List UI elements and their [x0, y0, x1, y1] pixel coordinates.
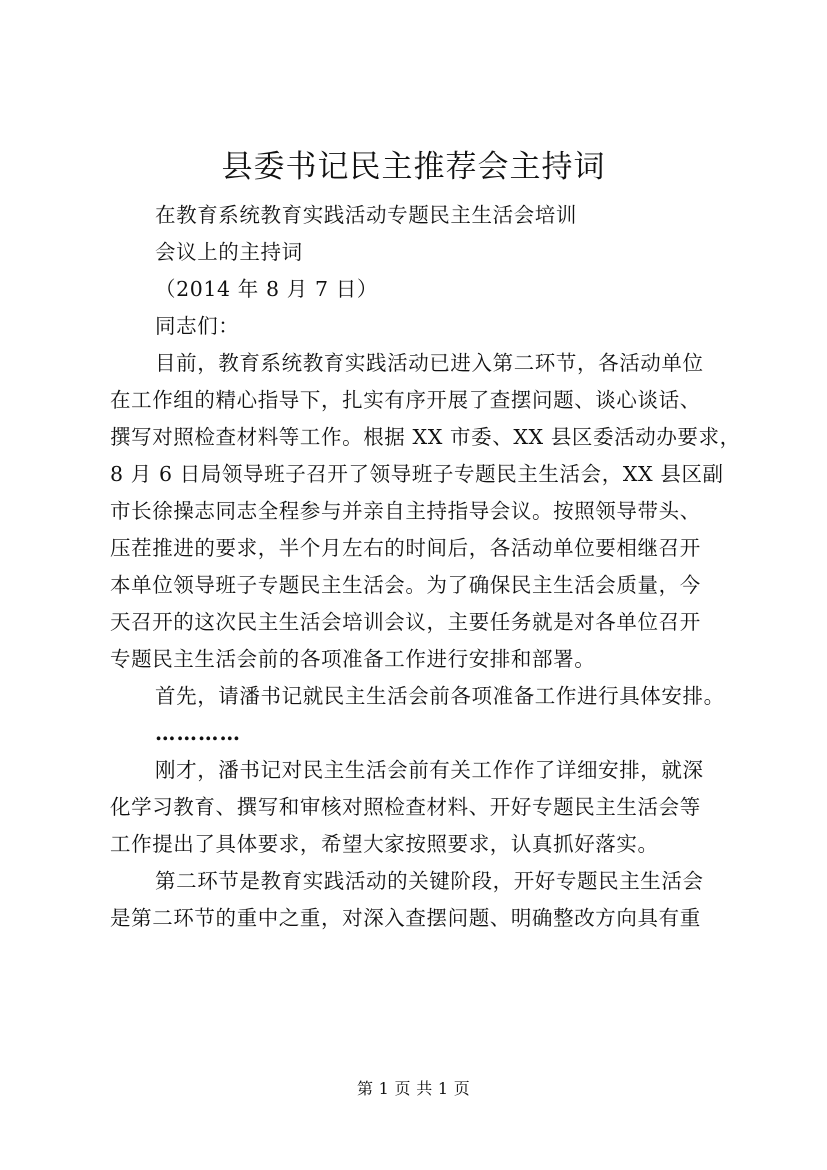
text-line: 8 月 6 日局领导班子召开了领导班子专题民主生活会，XX 县区副	[110, 462, 724, 486]
text-line: 是第二环节的重中之重，对深入查摆问题、明确整改方向具有重	[110, 906, 701, 930]
text-line: 天召开的这次民主生活会培训会议，主要任务就是对各单位召开	[110, 610, 701, 634]
text-line: 第二环节是教育实践活动的关键阶段，开好专题民主生活会	[155, 869, 704, 893]
document-title: 县委书记民主推荐会主持词	[221, 149, 606, 185]
text-line: 同志们：	[155, 314, 240, 338]
text-line: 撰写对照检查材料等工作。根据 XX 市委、XX 县区委活动办要求，	[110, 425, 741, 449]
text-line: 刚才，潘书记对民主生活会前有关工作作了详细安排，就深	[155, 758, 704, 782]
text-line: （2014 年 8 月 7 日）	[155, 277, 378, 301]
text-line: 压茬推进的要求，半个月左右的时间后，各活动单位要相继召开	[110, 536, 701, 560]
document-body	[110, 197, 746, 937]
text-line: 本单位领导班子专题民主生活会。为了确保民主生活会质量，今	[110, 573, 701, 597]
text-line: 专题民主生活会前的各项准备工作进行安排和部署。	[110, 647, 596, 671]
page-footer: 第 1 页 共 1 页	[356, 1079, 471, 1098]
text-line: 在教育系统教育实践活动专题民主生活会培训	[155, 203, 577, 227]
text-line: 会议上的主持词	[155, 240, 303, 264]
ellipsis-separator: …………	[155, 721, 241, 745]
text-line: 在工作组的精心指导下，扎实有序开展了查摆问题、谈心谈话、	[110, 388, 701, 412]
text-line: 首先，请潘书记就民主生活会前各项准备工作进行具体安排。	[155, 684, 725, 708]
text-line: 目前，教育系统教育实践活动已进入第二环节，各活动单位	[155, 351, 704, 375]
text-line: 市长徐操志同志全程参与并亲自主持指导会议。按照领导带头、	[110, 499, 701, 523]
text-line: 化学习教育、撰写和审核对照检查材料、开好专题民主生活会等	[110, 795, 701, 819]
text-line: 工作提出了具体要求，希望大家按照要求，认真抓好落实。	[110, 832, 659, 856]
